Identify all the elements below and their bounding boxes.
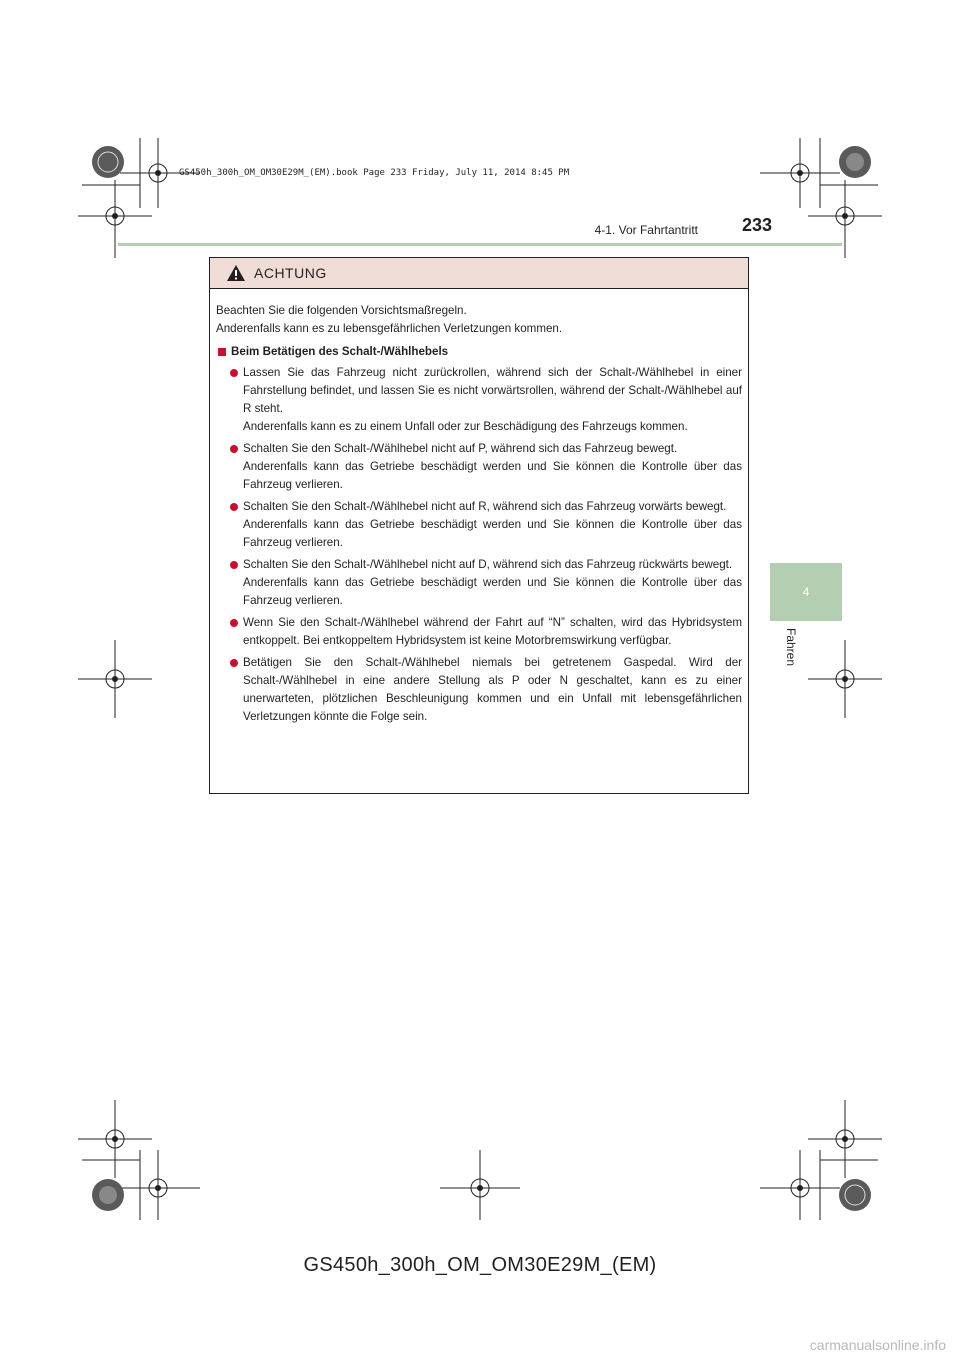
subheading-text: Beim Betätigen des Schalt-/Wählhebels	[231, 345, 449, 358]
bullet-text: Lassen Sie das Fahrzeug nicht zurückrollen, während sich der Schalt-/Wählhebel in einer Fahrstellung befindet, und lassen Sie es nicht vorwärtsrollen, während der Schalt-/Wählhebel auf R steht.	[243, 366, 742, 415]
warning-bullet	[216, 364, 742, 436]
warning-title: ACHTUNG	[254, 265, 327, 281]
bullet-dot-icon	[230, 561, 238, 569]
warning-intro	[216, 302, 742, 338]
bullet-text: Betätigen Sie den Schalt-/Wählhebel niemals bei getretenem Gaspedal. Wird der Schalt-/Wählhebel in eine andere Stellung als P oder N geschaltet, kann es zu einer unerwarteten, plötzlichen Beschleunigung kommen und ein Unfall mit lebensgefährlichen Verletzungen könnte die Folge sein.	[243, 656, 742, 723]
warning-box	[209, 257, 749, 794]
chapter-number: 4	[802, 585, 810, 599]
warning-header	[210, 258, 748, 289]
print-info-line: GS450h_300h_OM_OM30E29M_(EM).book Page 233 Friday, July 11, 2014 8:45 PM	[179, 168, 570, 178]
intro-line: Beachten Sie die folgenden Vorsichtsmaßregeln.	[216, 304, 467, 317]
warning-bullet	[216, 556, 742, 610]
warning-subheading	[216, 343, 742, 361]
bullet-text: Schalten Sie den Schalt-/Wählhebel nicht auf R, während sich das Fahrzeug vorwärts bewegt.	[243, 500, 727, 513]
watermark-link[interactable]: carmanualsonline.info	[809, 1337, 946, 1353]
square-bullet-icon	[218, 348, 226, 356]
bullet-consequence: Anderenfalls kann das Getriebe beschädigt werden und Sie können die Kontrolle über das Fahrzeug verlieren.	[243, 518, 742, 549]
bullet-text: Wenn Sie den Schalt-/Wählhebel während der Fahrt auf “N” schalten, wird das Hybridsystem entkoppelt. Bei entkoppeltem Hybridsystem ist keine Motorbremswirkung verfügbar.	[243, 616, 742, 647]
page-number: 233	[742, 215, 773, 235]
warning-bullet	[216, 654, 742, 726]
warning-bullet	[216, 440, 742, 494]
bullet-consequence: Anderenfalls kann das Getriebe beschädigt werden und Sie können die Kontrolle über das Fahrzeug verlieren.	[243, 460, 742, 491]
warning-bullet	[216, 498, 742, 552]
manual-code: GS450h_300h_OM_OM30E29M_(EM)	[303, 1254, 657, 1276]
warning-body	[210, 289, 748, 726]
intro-line: Anderenfalls kann es zu lebensgefährlichen Verletzungen kommen.	[216, 322, 563, 335]
bullet-dot-icon	[230, 503, 238, 511]
section-title: 4-1. Vor Fahrtantritt	[594, 223, 698, 237]
warning-triangle-icon	[226, 264, 246, 282]
bullet-dot-icon	[230, 445, 238, 453]
bullet-dot-icon	[230, 659, 238, 667]
bullet-text: Schalten Sie den Schalt-/Wählhebel nicht auf D, während sich das Fahrzeug rückwärts bewegt.	[243, 558, 733, 571]
chapter-label: Fahren	[784, 628, 798, 667]
bullet-dot-icon	[230, 369, 238, 377]
bullet-consequence: Anderenfalls kann es zu einem Unfall oder zur Beschädigung des Fahrzeugs kommen.	[243, 420, 688, 433]
warning-bullet	[216, 614, 742, 650]
bullet-consequence: Anderenfalls kann das Getriebe beschädigt werden und Sie können die Kontrolle über das Fahrzeug verlieren.	[243, 576, 742, 607]
chapter-tab	[770, 563, 842, 621]
header-rule	[118, 243, 842, 246]
bullet-dot-icon	[230, 619, 238, 627]
bullet-text: Schalten Sie den Schalt-/Wählhebel nicht auf P, während sich das Fahrzeug bewegt.	[243, 442, 678, 455]
